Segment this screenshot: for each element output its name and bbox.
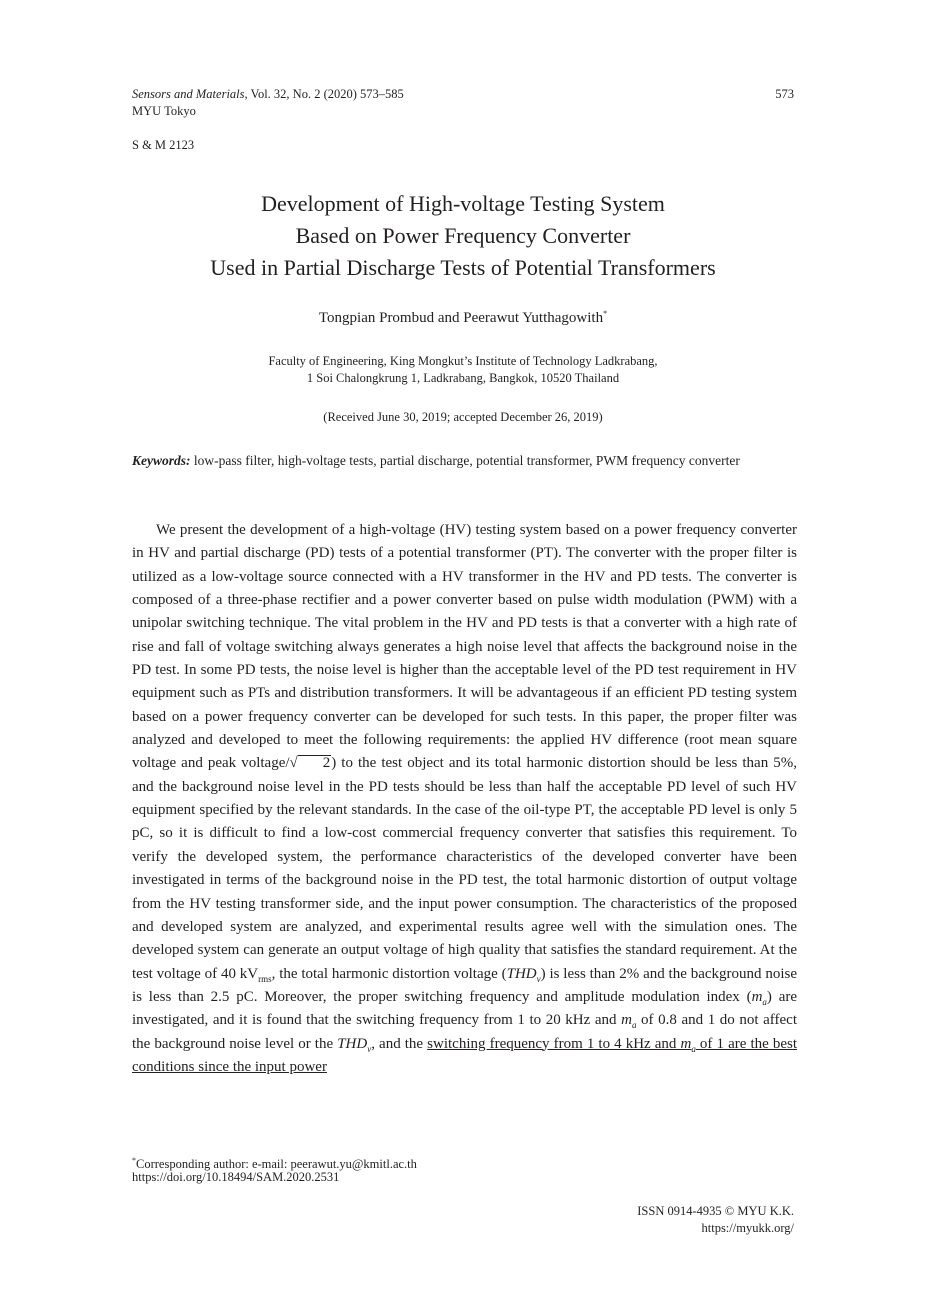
page-number: 573 xyxy=(775,87,794,101)
keywords-text: low-pass filter, high-voltage tests, partial discharge, potential transformer, PWM frequency converter xyxy=(190,453,740,468)
thd-symbol-2: THD xyxy=(337,1035,368,1052)
keywords xyxy=(132,450,795,471)
journal-citation xyxy=(132,86,404,102)
sqrt-symbol: √ xyxy=(289,755,298,772)
abstract-paragraph xyxy=(132,519,797,1079)
underlined-text-a: switching frequency from 1 to 4 kHz and xyxy=(427,1035,681,1052)
footnote-text: Corresponding author: e-mail: peerawut.yu@kmitl.ac.th xyxy=(136,1157,417,1172)
author-names: Tongpian Prombud and Peerawut Yutthagowith xyxy=(318,310,604,326)
abstract xyxy=(132,519,797,1079)
ma-symbol-2: m xyxy=(621,1012,632,1029)
abstract-text-7: , and the xyxy=(371,1035,428,1052)
ma-subscript: a xyxy=(762,996,767,1007)
authors xyxy=(0,304,926,328)
article-code: S & M 2123 xyxy=(132,138,195,152)
affiliation xyxy=(0,353,926,387)
ma-symbol: m xyxy=(751,988,763,1005)
subscript-rms: rms xyxy=(258,973,272,984)
thd-subscript: v xyxy=(536,973,541,984)
title-line-1: Development of High-voltage Testing System xyxy=(261,191,665,216)
journal-name: Sensors and Materials xyxy=(132,87,245,101)
publisher: MYU Tokyo xyxy=(132,104,196,118)
underlined-text-b: of 1 are the best conditions since the input power xyxy=(132,1035,798,1075)
received-dates: (Received June 30, 2019; accepted December 26, 2019) xyxy=(323,410,603,424)
title-line-2: Based on Power Frequency Converter xyxy=(295,223,631,248)
abstract-text-4: ) is less than 2% and the background noise is less than 2.5 pC. Moreover, the proper switching frequency and amplitude modulation index ( xyxy=(132,965,798,1005)
paper-title xyxy=(0,188,926,284)
issn: ISSN 0914-4935 © MYU K.K. xyxy=(637,1204,794,1218)
abstract-text-3: , the total harmonic distortion voltage ( xyxy=(271,965,507,982)
abstract-text-6: of 0.8 and 1 do not affect the background noise level or the xyxy=(132,1012,797,1052)
title-line-3: Used in Partial Discharge Tests of Potential Transformers xyxy=(210,255,716,280)
abstract-text-2: ) to the test object and its total harmonic distortion should be less than 5%, and the background noise level in the PD tests should be less than half the acceptable PD level of such HV equipment specified by the relevant standards. In the case of the oil-type PT, the acceptable PD level is only 5 pC, so it is difficult to find a low-cost commercial frequency converter that satisfies this requirement. To verify the developed system, the performance characteristics of the developed converter have been investigated in terms of the background noise in the PD test, the total harmonic distortion of output voltage from the HV testing transformer side, and the input power consumption. The characteristics of the proposed and developed system are analyzed, and experimental results agree well with the simulation ones. The developed system can generate an output voltage of high quality that satisfies the standard requirement. At the test voltage of 40 kV xyxy=(132,755,797,982)
sqrt-value: 2 xyxy=(298,755,332,770)
affiliation-line-1: Faculty of Engineering, King Mongkut’s Institute of Technology Ladkrabang, xyxy=(268,354,658,368)
publisher-website[interactable]: https://myukk.org/ xyxy=(701,1221,794,1235)
ma-symbol-3: m xyxy=(680,1035,692,1052)
thd-subscript-2: v xyxy=(367,1043,372,1054)
abstract-text-1: We present the development of a high-voltage (HV) testing system based on a power frequency converter in HV and partial discharge (PD) tests of a potential transformer (PT). The converter with the proper filter is utilized as a low-voltage source connected with a HV transformer in the HV and PD tests. The converter is composed of a three-phase rectifier and a power converter based on pulse width modulation (PWM) with a unipolar switching technique. The vital problem in the HV and PD tests is that a converter with a high rate of rise and fall of voltage switching always generates a high noise level that affects the background noise in the PD test. In some PD tests, the noise level is higher than the acceptable level of the PD test requirement in HV equipment such as PTs and distribution transformers. It will be advantageous if an efficient PD testing system based on a power frequency converter can be developed for such tests. In this paper, the proper filter was analyzed and developed to meet the following requirements: the applied HV difference (root mean square voltage and peak voltage/ xyxy=(132,522,797,772)
affiliation-line-2: 1 Soi Chalongkrung 1, Ladkrabang, Bangkok, 10520 Thailand xyxy=(306,371,620,385)
footnote-mark: * xyxy=(132,1156,136,1165)
abstract-text-5: ) are investigated, and it is found that the switching frequency from 1 to 20 kHz and xyxy=(132,988,798,1029)
corresponding-mark: * xyxy=(603,309,608,318)
keywords-label: Keywords: xyxy=(132,453,191,468)
journal-details: , Vol. 32, No. 2 (2020) 573–585 xyxy=(244,87,404,101)
thd-symbol: THD xyxy=(506,965,537,982)
ma-subscript-3: a xyxy=(691,1043,696,1054)
doi-link[interactable]: https://doi.org/10.18494/SAM.2020.2531 xyxy=(132,1170,340,1184)
ma-subscript-2: a xyxy=(631,1020,637,1031)
